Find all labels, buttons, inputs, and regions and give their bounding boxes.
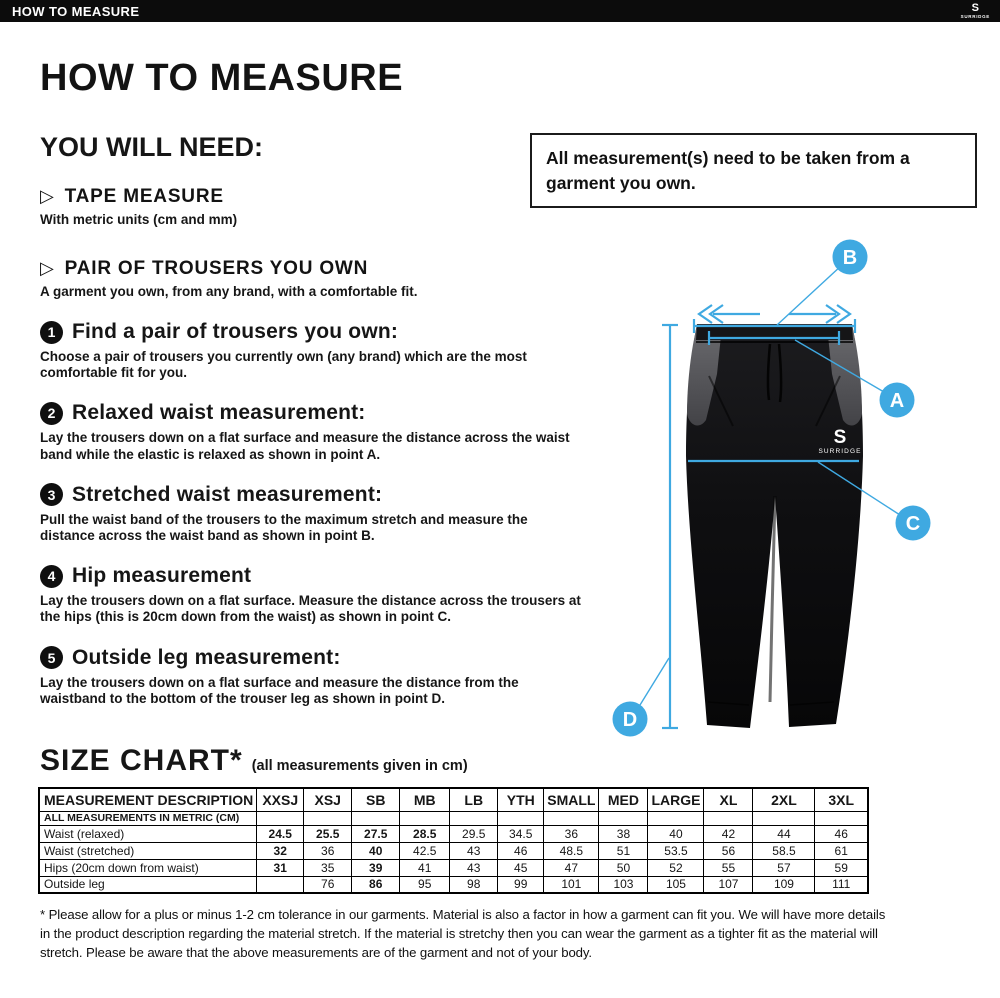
value-cell: 57 (753, 859, 815, 876)
step-heading (40, 564, 605, 588)
need-item (40, 258, 540, 299)
need-item-subtitle: A garment you own, from any brand, with a comfortable fit. (40, 284, 418, 299)
value-cell: 46 (498, 842, 544, 859)
you-will-need-list (40, 186, 540, 330)
table-header-cell: MED (599, 788, 648, 811)
value-cell: 36 (304, 842, 352, 859)
step-title: Hip measurement (72, 564, 252, 588)
value-cell: 99 (498, 876, 544, 893)
step-description: Lay the trousers down on a flat surface. Measure the distance across the trousers at the hips (this is 20cm down from the waist) as shown in point C. (40, 593, 581, 625)
table-empty-cell (304, 811, 352, 825)
value-cell: 42 (704, 825, 753, 842)
table-header-cell: SB (352, 788, 400, 811)
callout-b-label: B (842, 247, 858, 269)
table-empty-cell (704, 811, 753, 825)
value-cell: 46 (815, 825, 868, 842)
value-cell: 51 (599, 842, 648, 859)
value-cell: 95 (400, 876, 450, 893)
value-cell: 43 (450, 859, 498, 876)
table-row (39, 842, 868, 859)
surridge-logo (961, 3, 990, 20)
size-chart-title: SIZE CHART* (40, 744, 243, 777)
page-title: HOW TO MEASURE (40, 57, 404, 99)
value-cell: 40 (352, 842, 400, 859)
table-header-cell: YTH (498, 788, 544, 811)
size-chart-table (38, 787, 869, 894)
measure-steps (40, 320, 605, 727)
table-empty-cell (544, 811, 599, 825)
value-cell: 43 (450, 842, 498, 859)
step-title: Find a pair of trousers you own: (72, 320, 399, 343)
step-number-badge: 3 (40, 483, 63, 506)
size-chart-heading (40, 744, 468, 778)
table-header-cell: XXSJ (257, 788, 304, 811)
value-cell: 50 (599, 859, 648, 876)
table-header-cell: XSJ (304, 788, 352, 811)
value-cell: 44 (753, 825, 815, 842)
step-title: Stretched waist measurement: (72, 482, 383, 506)
row-label-cell: Hips (20cm down from waist) (39, 859, 257, 876)
table-header-cell: LARGE (648, 788, 704, 811)
value-cell: 76 (304, 876, 352, 893)
table-header-row (39, 788, 868, 811)
value-cell: 31 (257, 859, 304, 876)
table-header-cell: 2XL (753, 788, 815, 811)
table-header-cell: 3XL (815, 788, 868, 811)
triangle-bullet-icon: ▷ (40, 186, 55, 207)
value-cell: 36 (544, 825, 599, 842)
callout-a-label: A (889, 390, 905, 412)
table-empty-cell (648, 811, 704, 825)
value-cell: 24.5 (257, 825, 304, 842)
need-item-subtitle: With metric units (cm and mm) (40, 212, 238, 227)
need-item (40, 186, 540, 227)
table-empty-cell (450, 811, 498, 825)
value-cell: 40 (648, 825, 704, 842)
value-cell: 107 (704, 876, 753, 893)
value-cell: 52 (648, 859, 704, 876)
step-description: Choose a pair of trousers you currently own (any brand) which are the most comfortable fit for you. (40, 349, 527, 381)
callout-d-label: D (622, 709, 638, 731)
surridge-logo-icon: S (971, 1, 979, 14)
table-subheader-cell: ALL MEASUREMENTS IN METRIC (CM) (39, 811, 257, 825)
value-cell: 59 (815, 859, 868, 876)
trousers-brand-logo-text: SURRIDGE (818, 448, 862, 455)
value-cell: 105 (648, 876, 704, 893)
value-cell: 47 (544, 859, 599, 876)
table-header-cell: XL (704, 788, 753, 811)
top-bar-title: HOW TO MEASURE (12, 3, 140, 19)
value-cell: 27.5 (352, 825, 400, 842)
measure-step (40, 564, 605, 625)
value-cell: 58.5 (753, 842, 815, 859)
value-cell: 56 (704, 842, 753, 859)
surridge-logo-text: SURRIDGE (960, 13, 990, 19)
value-cell: 45 (498, 859, 544, 876)
value-cell: 32 (257, 842, 304, 859)
table-row (39, 876, 868, 893)
value-cell: 38 (599, 825, 648, 842)
step-description: Lay the trousers down on a flat surface and measure the distance from the waistband to the bottom of the trouser leg as shown in point D. (40, 674, 519, 706)
row-label-cell: Waist (stretched) (39, 842, 257, 859)
step-title: Outside leg measurement: (72, 645, 341, 669)
value-cell: 39 (352, 859, 400, 876)
value-cell: 111 (815, 876, 868, 893)
value-cell: 48.5 (544, 842, 599, 859)
value-cell: 28.5 (400, 825, 450, 842)
value-cell: 53.5 (648, 842, 704, 859)
value-cell: 103 (599, 876, 648, 893)
value-cell: 41 (400, 859, 450, 876)
need-item-title-row (40, 258, 540, 280)
tolerance-footnote: * Please allow for a plus or minus 1-2 cm tolerance in our garments. Material is also a factor in how a garment can fit you. We will have more details in the product description regarding the material stretch. If the material is stretchy then you can wear the garment as a tighter fit as the material will stretch. Please be aware that the above measurements are of the garment and not of your body. (40, 907, 886, 961)
step-title: Relaxed waist measurement: (72, 401, 366, 425)
value-cell: 25.5 (304, 825, 352, 842)
table-empty-cell (400, 811, 450, 825)
trousers-brand-logo: S (833, 427, 847, 448)
value-cell: 34.5 (498, 825, 544, 842)
measure-step (40, 320, 605, 381)
step-number-badge: 1 (40, 321, 63, 344)
value-cell: 29.5 (450, 825, 498, 842)
value-cell (257, 876, 304, 893)
value-cell: 109 (753, 876, 815, 893)
table-row (39, 859, 868, 876)
value-cell: 61 (815, 842, 868, 859)
table-subheader-row (39, 811, 868, 825)
measurement-note-box: All measurement(s) need to be taken from a garment you own. (530, 133, 977, 208)
table-header-cell: LB (450, 788, 498, 811)
need-item-title: PAIR OF TROUSERS YOU OWN (64, 258, 369, 279)
value-cell: 55 (704, 859, 753, 876)
step-heading (40, 483, 605, 507)
trousers-measurement-diagram (612, 234, 1000, 766)
value-cell: 86 (352, 876, 400, 893)
table-empty-cell (753, 811, 815, 825)
measure-step (40, 401, 605, 462)
step-heading (40, 401, 605, 425)
value-cell: 98 (450, 876, 498, 893)
callout-c-label: C (905, 513, 921, 535)
row-label-cell: Outside leg (39, 876, 257, 893)
top-bar (0, 0, 1000, 22)
table-empty-cell (498, 811, 544, 825)
value-cell: 35 (304, 859, 352, 876)
triangle-bullet-icon: ▷ (40, 258, 55, 279)
table-empty-cell (815, 811, 868, 825)
step-number-badge: 4 (40, 565, 63, 588)
table-row (39, 825, 868, 842)
table-empty-cell (352, 811, 400, 825)
step-description: Lay the trousers down on a flat surface and measure the distance across the waist band while the elastic is relaxed as shown in point A. (40, 430, 570, 462)
step-heading (40, 320, 605, 344)
size-chart-units-note: (all measurements given in cm) (251, 758, 468, 774)
table-header-cell: SMALL (544, 788, 599, 811)
row-label-cell: Waist (relaxed) (39, 825, 257, 842)
need-item-title-row (40, 186, 540, 208)
step-heading (40, 646, 605, 670)
table-header-cell: MEASUREMENT DESCRIPTION (39, 788, 257, 811)
you-will-need-heading: YOU WILL NEED: (40, 132, 264, 162)
measure-step (40, 646, 605, 707)
step-number-badge: 2 (40, 402, 63, 425)
value-cell: 101 (544, 876, 599, 893)
trousers-image (686, 324, 863, 728)
table-empty-cell (257, 811, 304, 825)
table-empty-cell (599, 811, 648, 825)
measure-step (40, 483, 605, 544)
step-description: Pull the waist band of the trousers to the maximum stretch and measure the distance across the waist band as shown in point B. (40, 511, 528, 543)
value-cell: 42.5 (400, 842, 450, 859)
step-number-badge: 5 (40, 646, 63, 669)
need-item-title: TAPE MEASURE (64, 186, 224, 207)
table-header-cell: MB (400, 788, 450, 811)
